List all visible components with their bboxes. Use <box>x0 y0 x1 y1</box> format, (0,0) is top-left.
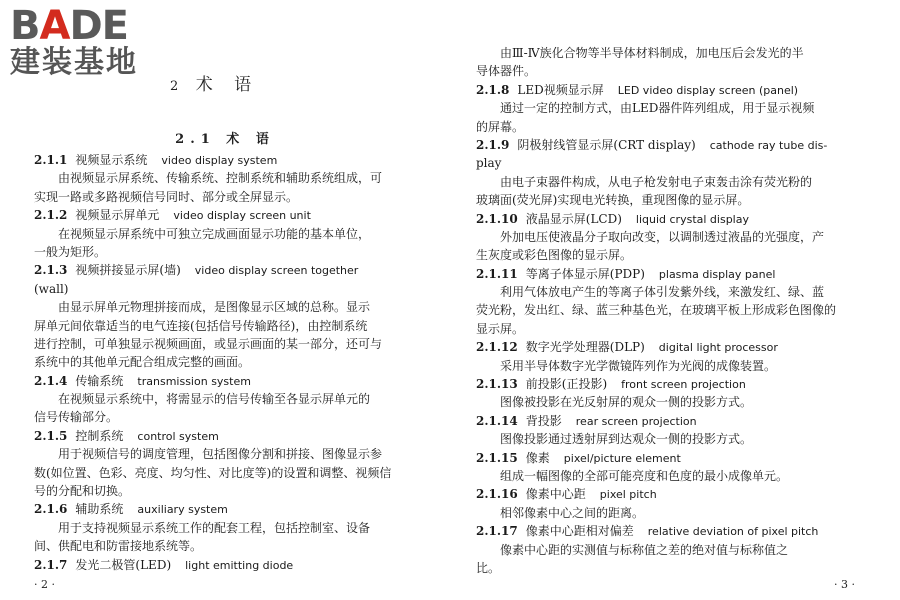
page-number-left: · 2 · <box>34 578 55 591</box>
term-entry <box>34 500 412 518</box>
term-english: video display screen unit <box>173 209 311 223</box>
term-english: pixel/picture element <box>563 451 681 465</box>
term-entry <box>476 136 862 154</box>
term-chinese: 前投影(正投影) <box>525 377 608 392</box>
chapter-number: 2 <box>170 79 183 94</box>
term-number: 2.1.9 <box>476 137 510 152</box>
definition-line: play <box>476 156 502 171</box>
definition-line: 荧光粉，发出红、绿、蓝三种基色光，在玻璃平板上形成彩色图像的 <box>476 303 837 318</box>
definition-line: 图像投影通过透射屏到达观众一侧的投影方式。 <box>500 432 753 447</box>
logo-chinese-text: 建装基地 <box>10 45 138 80</box>
page-number-right: · 3 · <box>834 578 855 591</box>
term-english: video display system <box>161 154 278 167</box>
term-chinese: 辅助系统 <box>75 502 124 517</box>
term-number: 2.1.3 <box>34 263 68 278</box>
term-number: 2.1.8 <box>476 82 510 97</box>
term-english: rear screen projection <box>575 414 697 428</box>
right-page <box>450 0 900 600</box>
term-number: 2.1.4 <box>34 373 68 388</box>
term-number: 2.1.15 <box>476 450 518 465</box>
term-english: light emitting diode <box>185 558 294 572</box>
term-entry <box>34 151 412 169</box>
definition-line: 在视频显示系统中，将需显示的信号传输至各显示屏单元的 <box>58 392 371 407</box>
term-number: 2.1.2 <box>34 208 68 223</box>
term-english: control system <box>137 429 219 443</box>
definition-line: 由Ⅲ-Ⅳ族化合物等半导体材料制成，加电压后会发光的半 <box>500 46 804 60</box>
definition-line: 实现一路或多路视频信号同时、部分或全屏显示。 <box>34 189 299 204</box>
term-english: video display screen together <box>194 264 359 278</box>
definition-line: 用于支持视频显示系统工作的配套工程，包括控制室、设备 <box>58 520 371 535</box>
term-english: auxiliary system <box>137 503 228 517</box>
definition-line: 一般为矩形。 <box>34 244 107 259</box>
term-number: 2.1.5 <box>34 428 68 443</box>
term-entry <box>476 375 862 393</box>
term-english: digital light processor <box>658 341 778 355</box>
watermark-logo <box>10 4 170 82</box>
chapter-title: 术 语 <box>195 75 260 95</box>
logo-brand-text: BADE <box>10 3 128 49</box>
definition-line: 进行控制，可单独显示视频画面，或显示画面的某一部分，还可与 <box>34 336 383 351</box>
definition-line: 信号传输部分。 <box>34 410 119 425</box>
term-number: 2.1.1 <box>34 153 68 167</box>
term-number: 2.1.12 <box>476 340 518 355</box>
term-number: 2.1.16 <box>476 487 518 502</box>
term-english: liquid crystal display <box>635 212 749 226</box>
definition-line: 系统中的其他单元配合组成完整的画面。 <box>34 355 251 370</box>
term-english: relative deviation of pixel pitch <box>647 525 819 539</box>
term-entry <box>34 372 412 390</box>
term-entry <box>476 210 862 228</box>
definition-line: 数(如位置、色彩、亮度、均匀性、对比度等)的设置和调整、视频信 <box>34 465 392 480</box>
term-chinese: 等离子体显示屏(PDP) <box>525 266 645 281</box>
term-number: 2.1.14 <box>476 413 518 428</box>
right-page-body <box>476 44 862 577</box>
term-chinese: 视频显示屏单元 <box>75 208 160 223</box>
section-heading: 2.1 术 语 <box>175 132 275 147</box>
definition-line: 的屏幕。 <box>476 119 525 134</box>
definition-line: 显示屏。 <box>476 321 525 336</box>
definition-line: 屏单元间依靠适当的电气连接(包括信号传输路径)，由控制系统 <box>34 318 368 333</box>
definition-line: 图像被投影在光反射屏的观众一侧的投影方式。 <box>500 395 753 410</box>
term-chinese: 控制系统 <box>75 428 124 443</box>
term-entry <box>476 522 862 540</box>
definition-line: 间、供配电和防雷接地系统等。 <box>34 539 203 554</box>
term-chinese: 像素中心距相对偏差 <box>525 524 634 539</box>
term-entry <box>476 449 862 467</box>
term-entry <box>34 556 412 574</box>
term-english: pixel pitch <box>599 488 657 502</box>
definition-line: 比。 <box>476 560 501 575</box>
term-english: plasma display panel <box>658 267 776 281</box>
term-number: 2.1.13 <box>476 377 518 392</box>
term-english: cathode ray tube dis- <box>709 138 828 152</box>
term-chinese: 液晶显示屏(LCD) <box>525 211 622 226</box>
definition-line: 玻璃面(荧光屏)实现电光转换，重现图像的显示屏。 <box>476 193 750 208</box>
definition-line: 由电子束器件构成，从电子枪发射电子束轰击涂有荧光粉的 <box>500 174 813 189</box>
definition-line: 利用气体放电产生的等离子体引发紫外线，来激发红、绿、蓝 <box>500 285 825 300</box>
term-number: 2.1.11 <box>476 266 518 281</box>
term-number: 2.1.6 <box>34 502 68 517</box>
definition-line: 采用半导体数字光学微镜阵列作为光阀的成像装置。 <box>500 358 777 373</box>
definition-line: 号的分配和切换。 <box>34 484 131 499</box>
definition-line: 相邻像素中心之间的距离。 <box>500 505 645 520</box>
term-english: front screen projection <box>621 378 746 392</box>
term-entry <box>34 206 412 224</box>
definition-line: (wall) <box>34 281 69 296</box>
definition-line: 由显示屏单元物理拼接而成，是图像显示区域的总称。显示 <box>58 300 371 315</box>
definition-line: 外加电压使液晶分子取向改变，以调制透过液晶的光强度，产 <box>500 229 825 244</box>
term-chinese: 视频拼接显示屏(墙) <box>75 263 181 278</box>
definition-line: 在视频显示屏系统中可独立完成画面显示功能的基本单位， <box>58 226 371 241</box>
term-entry <box>34 261 412 279</box>
term-chinese: 像素中心距 <box>525 487 586 502</box>
term-chinese: 数字光学处理器(DLP) <box>525 340 645 355</box>
term-chinese: 传输系统 <box>75 373 124 388</box>
term-number: 2.1.10 <box>476 211 518 226</box>
term-number: 2.1.7 <box>34 557 68 572</box>
term-chinese: 视频显示系统 <box>75 153 148 167</box>
term-chinese: 背投影 <box>525 413 562 428</box>
definition-line: 组成一幅图像的全部可能亮度和色度的最小成像单元。 <box>500 468 789 483</box>
term-entry <box>476 338 862 356</box>
term-chinese: 阴极射线管显示屏(CRT display) <box>517 137 696 152</box>
term-entry <box>476 81 862 99</box>
definition-line: 通过一定的控制方式，由LED器件阵列组成，用于显示视频 <box>500 101 815 116</box>
term-entry <box>476 412 862 430</box>
definition-line: 像素中心距的实测值与标称值之差的绝对值与标称值之 <box>500 542 789 557</box>
term-english: LED video display screen (panel) <box>617 83 799 97</box>
term-chinese: 发光二极管(LED) <box>75 557 172 572</box>
term-number: 2.1.17 <box>476 524 518 539</box>
term-entry <box>34 427 412 445</box>
left-page-body <box>34 151 412 574</box>
term-english: transmission system <box>137 374 251 388</box>
term-chinese: LED视频显示屏 <box>517 82 604 97</box>
term-entry <box>476 485 862 503</box>
term-chinese: 像素 <box>525 450 550 465</box>
definition-line: 生灰度或彩色图像的显示屏。 <box>476 248 633 263</box>
chapter-heading <box>170 70 259 95</box>
definition-line: 由视频显示屏系统、传输系统、控制系统和辅助系统组成，可 <box>58 171 383 186</box>
definition-line: 导体器件。 <box>476 64 537 79</box>
term-entry <box>476 265 862 283</box>
definition-line: 用于视频信号的调度管理，包括图像分割和拼接、图像显示参 <box>58 447 383 462</box>
